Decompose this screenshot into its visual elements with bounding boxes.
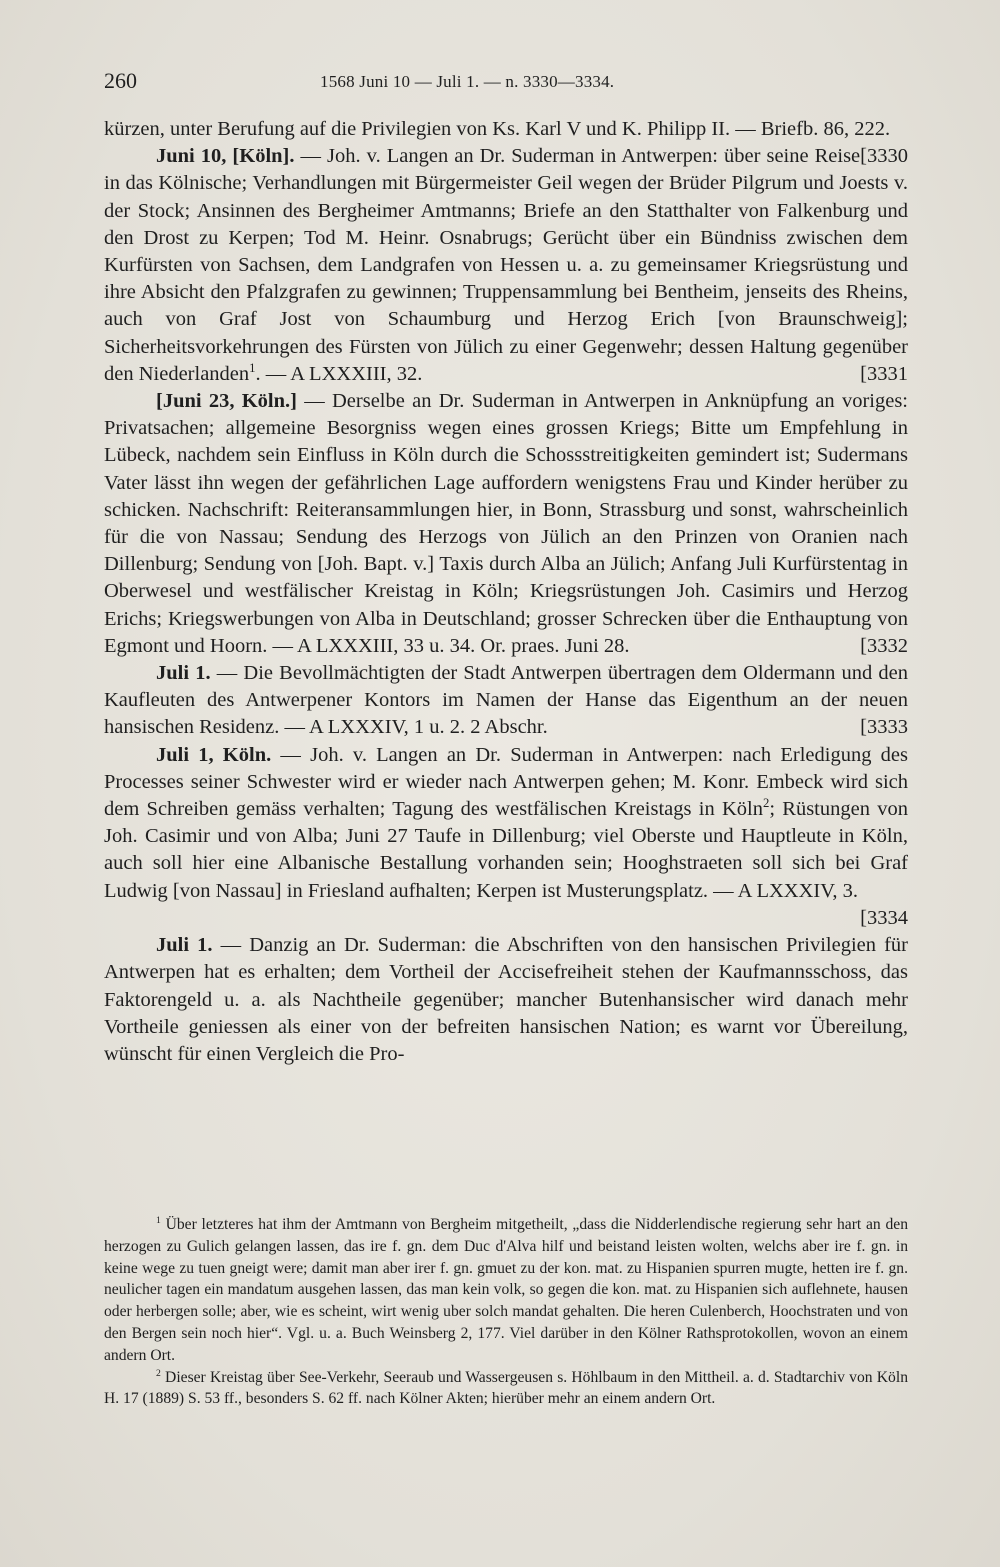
footnote-text: Dieser Kreistag über See-Verkehr, Seeraub und Wassergeusen s. Höhlbaum in den Mittheil. a. d. Stadtarchiv von Köln H. 17 (1889) S. 53 ff., besonders S. 62 ff. nach Kölner Akten; hierüber mehr an einem andern Ort. — [104, 1368, 908, 1408]
running-head: 1568 Juni 10 — Juli 1. — n. 3330—3334. — [320, 72, 615, 91]
entry-date-place: Juli 1, Köln. — [156, 743, 272, 766]
footnote-1 — [104, 1214, 908, 1367]
footnote-ref[interactable]: 1 — [249, 361, 256, 375]
entry-text: — Joh. v. Langen an Dr. Suderman in Antwerpen: nach Erledigung des Processes seiner Schwester wird er wieder nach Antwerpen gehen; M. Konr. Embeck wird sich dem Schreiben gemäss verhalten; Tagung des westfälischen Kreistags in Köln — [104, 743, 908, 821]
entry-text: — Die Bevollmächtigten der Stadt Antwerpen übertragen dem Oldermann und den Kaufleuten des Antwerpener Kontors im Namen der Hanse das Eigenthum an der neuen hansischen Residenz. — A LXXXIV, 1 u. 2. 2 Abschr. — [104, 662, 908, 739]
entry-text: kürzen, unter Berufung auf die Privilegien von Ks. Karl V und K. Philipp II. — Briefb. 86, 222. — [104, 118, 891, 140]
entry-number: [3332 — [860, 634, 908, 657]
entry-date-place: [Juni 23, Köln.] — [156, 390, 297, 413]
page-number: 260 — [104, 68, 137, 93]
entry-number: [3333 — [860, 716, 908, 739]
entry-date-place: Juni 10, [Köln]. — [156, 145, 295, 168]
page-header — [104, 68, 908, 98]
entry-3331 — [104, 143, 908, 388]
footnote-ref[interactable]: 2 — [762, 796, 770, 811]
entry-source: . — A LXXXIII, 32. — [255, 362, 423, 385]
footnote-2 — [104, 1367, 908, 1411]
footnote-mark: 1 — [156, 1214, 161, 1226]
footnotes — [104, 1214, 908, 1410]
entry-text: — Derselbe an Dr. Suderman in Antwerpen in Anknüpfung an voriges: Privatsachen; allgemeine Besorgniss wegen eines grossen Kriegs; Bitte um Empfehlung in Lübeck, nachdem sein Einfluss in Köln durch die Schossstreitigkeiten gemindert ist; Sudermans Vater lässt ihn wegen der gefährlichen Lage auffordern wenigstens Frau und Kinder herüber zu schicken. Nachschrift: Reiteransammlungen hier, in Bonn, Strassburg und sonst, wahrscheinlich für die von Nassau; Sendung des Herzogs von Jülich an den Prinzen von Oranien nach Dillenburg; Sendung von [Joh. Bapt. v.] Taxis durch Alba an Jülich; Anfang Juli Kurfürstentag in Oberwesel und westfälischer Kreistag in Köln; Kriegsrüstungen Joh. Casimirs und Herzog Erichs; Kriegswerbungen von Alba in Deutschland; grosser Schrecken über die Enthauptung von Egmont und Hoorn. — A LXXXIII, 33 u. 34. Or. praes. Juni 28. — [104, 390, 908, 657]
entry-number: [3334 — [860, 906, 908, 929]
entry-source: ; Rüstungen von Joh. Casimir und von Alba; Juni 27 Taufe in Dillenburg; viel Oberste und Hauptleute in Köln, auch soll hier eine Albanische Bestallung vorhanden sein; Hooghstraeten soll sich bei Graf Ludwig [von Nassau] in Friesland aufhalten; Kerpen ist Musterungsplatz. — A LXXXIV, 3. — [104, 798, 908, 902]
entry-3333 — [104, 660, 908, 742]
entry-date-place: Juli 1. — [156, 662, 211, 685]
entry-text: — Joh. v. Langen an Dr. Suderman in Antwerpen: über seine Reise in das Kölnische; Verhandlungen mit Bürgermeister Geil wegen der Brüder Pilgrum und Joests v. der Stock; Ansinnen des Bergheimer Amtmanns; Briefe an den Statthalter von Falkenburg und den Drost zu Kerpen; Tod M. Heinr. Osnabrugs; Gerücht über ein Bündniss zwischen dem Kurfürsten von Sachsen, dem Landgrafen von Hessen u. a. zu gemeinsamer Kriegsrüstung und ihre Absicht den Pfalzgrafen zu gewinnen; Truppensammlung bei Bentheim, jenseits des Rheins, auch von Graf Jost von Schaumburg und Herzog Erich [von Braunschweig]; Sicherheitsvorkehrungen des Fürsten von Jülich zu einer Gegenwehr; dessen Haltung gegenüber den Niederlanden — [104, 145, 908, 385]
entry-3335 — [104, 932, 908, 1068]
main-text — [104, 116, 908, 1068]
entry-number: [3331 — [860, 362, 908, 385]
entry-3332 — [104, 388, 908, 660]
footnote-text: Über letzteres hat ihm der Amtmann von Bergheim mitgetheilt, „dass die Nidderlendische regierung sehr hart an den herzogen zu Gulich gelangen lassen, das ire f. gn. dem Duc d'Alva hilf und beistand leisten wolten, welchs aber ire f. gn. in keine wege zu tuen gneigt were; damit man aber irer f. gn. gmuet zu der kon. mat. zu Hispanien spurren mugte, hetten ire f. gn. neulicher tagen ein mandatum ausgehen lassen, das man kein volk, so gegen die kon. mat. zu Hispanien sich auflehnete, hausen oder herbergen solle; aber, wie es scheint, wirt wenig uber solch mandat gehalten. Die heren Culenberch, Hoochstraten und von den Bergen sein noch hier“. Vgl. u. a. Buch Weinsberg 2, 177. Viel darüber in den Kölner Rathsprotokollen, wovon an einem andern Ort. — [104, 1216, 908, 1364]
entry-number: [3330 — [860, 145, 908, 168]
entry-text: — Danzig an Dr. Suderman: die Abschriften von den hansischen Privilegien für Antwerpen hat es erhalten; dem Vortheil der Accisefreiheit stehen der Kaufmannsschoss, das Faktorengeld u. a. als Nachtheile gegenüber; mancher Butenhansischer wird danach mehr Vortheile geniessen als einer von der befreiten hansischen Nation; es warnt vor Übereilung, wünscht für einen Vergleich die Pro- — [104, 934, 908, 1065]
footnote-mark: 2 — [156, 1367, 161, 1379]
entry-3334 — [104, 742, 908, 932]
entry-date-place: Juli 1. — [156, 934, 213, 957]
